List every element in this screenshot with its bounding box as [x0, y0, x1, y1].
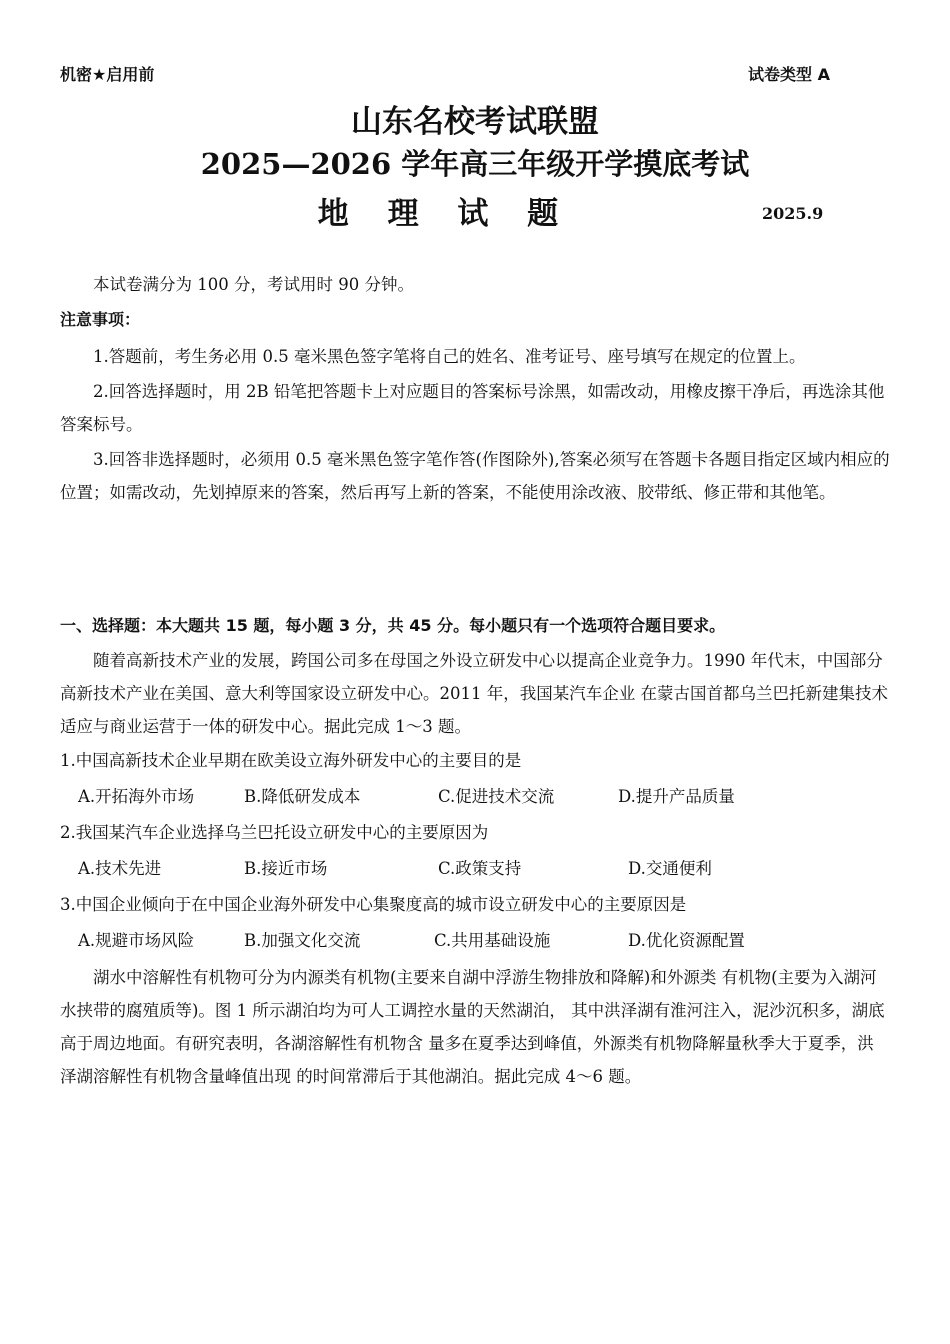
passage-2: 湖水中溶解性有机物可分为内源类有机物(主要来自湖中浮游生物排放和降解)和外源类 有机物(主要为入湖河水挟带的腐殖质等)。图 1 所示湖泊均为可人工调控水量的天然湖泊， 其中洪泽湖有淮河注入，泥沙沉积多，湖底高于周边地面。有研究表明，各湖溶解性有机物含 量多在夏季达到峰值，外源类有机物降解量秋季大于夏季，洪泽湖溶解性有机物含量峰值出现 的时间常滞后于其他湖泊。据此完成 4～6 题。: [60, 968, 885, 1086]
question-1-stem: 1.中国高新技术企业早期在欧美设立海外研发中心的主要目的是: [60, 751, 522, 770]
option-b: B.加强文化交流: [244, 931, 361, 950]
notice-block: [60, 304, 890, 509]
option-b: B.接近市场: [244, 859, 328, 878]
question-2-options: [60, 851, 890, 887]
question-1-options: [60, 779, 890, 815]
exam-date: 2025.9: [762, 204, 824, 223]
passage-1: 随着高新技术产业的发展，跨国公司多在母国之外设立研发中心以提高企业竞争力。1990 年代末，中国部分高新技术产业在美国、意大利等国家设立研发中心。2011 年，我国某汽车企业 在蒙古国首都乌兰巴托新建集技术适应与商业运营于一体的研发中心。据此完成 1～3 题。: [60, 651, 888, 736]
section1: [60, 610, 890, 1093]
option-c: C.促进技术交流: [438, 787, 555, 806]
notice-item: 2.回答选择题时，用 2B 铅笔把答题卡上对应题目的答案标号涂黑，如需改动，用橡皮擦干净后，再选涂其他答案标号。: [60, 382, 885, 434]
notice-item: 1.答题前，考生务必用 0.5 毫米黑色签字笔将自己的姓名、准考证号、座号填写在规定的位置上。: [93, 347, 806, 366]
option-d: D.交通便利: [628, 859, 712, 878]
section1-heading: 一、选择题：本大题共 15 题，每小题 3 分，共 45 分。每小题只有一个选项符合题目要求。: [60, 616, 726, 635]
confidential-label: 机密★启用前: [60, 65, 155, 84]
option-c: C.共用基础设施: [434, 931, 551, 950]
option-a: A.开拓海外市场: [78, 787, 195, 806]
paper-type-label: 试卷类型 A: [748, 65, 830, 84]
exam-name: 2025—2026 学年高三年级开学摸底考试: [200, 147, 750, 181]
exam-organizer: 山东名校考试联盟: [351, 104, 599, 140]
subject-title: 地 理 试 题: [317, 196, 573, 232]
option-b: B.降低研发成本: [244, 787, 361, 806]
notice-heading: 注意事项：: [60, 310, 141, 329]
option-d: D.提升产品质量: [618, 787, 735, 806]
option-a: A.技术先进: [78, 859, 162, 878]
intro-block: [60, 268, 890, 301]
question-2-stem: 2.我国某汽车企业选择乌兰巴托设立研发中心的主要原因为: [60, 823, 489, 842]
question-3-stem: 3.中国企业倾向于在中国企业海外研发中心集聚度高的城市设立研发中心的主要原因是: [60, 895, 687, 914]
notice-item: 3.回答非选择题时，必须用 0.5 毫米黑色签字笔作答(作图除外),答案必须写在答题卡各题目指定区域内相应的位置；如需改动，先划掉原来的答案，然后再写上新的答案，不能使用涂改液、胶带纸、修正带和其他笔。: [60, 450, 890, 502]
option-d: D.优化资源配置: [628, 931, 745, 950]
option-c: C.政策支持: [438, 859, 522, 878]
question-3-options: [60, 923, 890, 959]
option-a: A.规避市场风险: [78, 931, 195, 950]
intro-text: 本试卷满分为 100 分，考试用时 90 分钟。: [93, 275, 414, 294]
